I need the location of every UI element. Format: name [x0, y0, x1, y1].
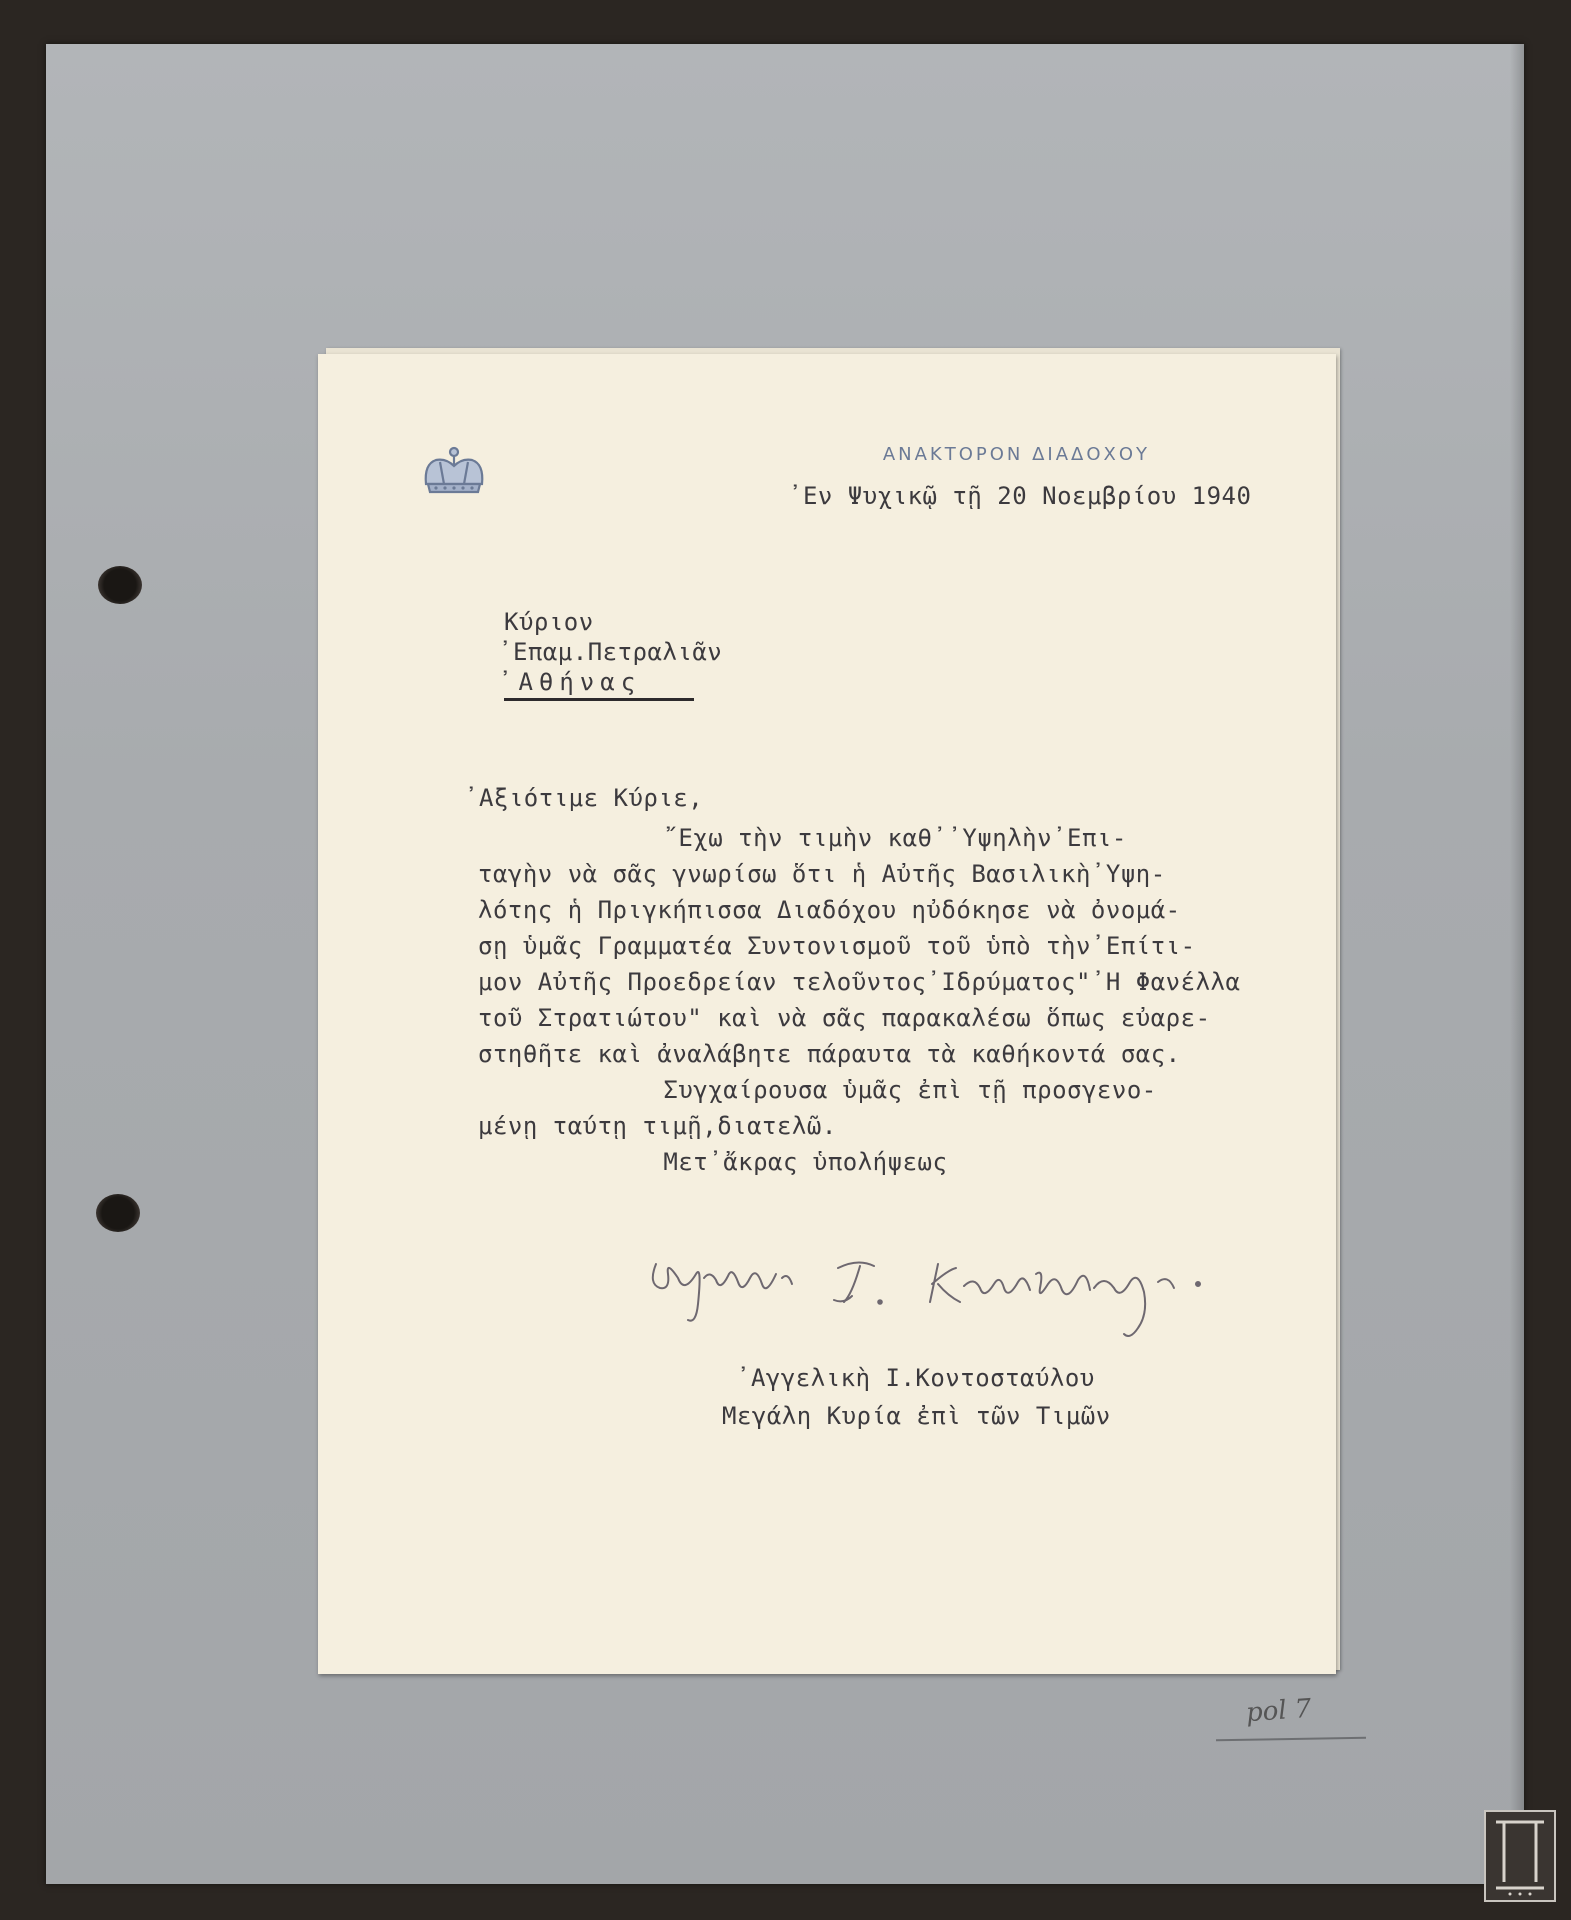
- letterhead-title: ΑΝΑΚΤΟΡΟΝ ΔΙΑΔΟΧΟΥ: [882, 444, 1150, 465]
- signer-name: ᾿Αγγελικὴ Ι.Κοντοσταύλου: [736, 1364, 1095, 1392]
- crown-icon: [418, 444, 490, 496]
- recipient-line-3: ᾿Αθήνας: [498, 668, 642, 696]
- punch-hole-bottom: [96, 1194, 140, 1232]
- album-page: [46, 44, 1524, 1884]
- handwritten-signature: [638, 1244, 1218, 1354]
- body-line: στηθῆτε καὶ ἀναλάβητε πάραυτα τὰ καθήκοντά σας.: [478, 1040, 1181, 1068]
- body-line: Συγχαίρουσα ὑμᾶς ἐπὶ τῇ προσγενο-: [484, 1076, 1157, 1104]
- body-line: ταγὴν νὰ σᾶς γνωρίσω ὅτι ἡ Αὐτῆς Βασιλικὴ᾿Υψη-: [478, 860, 1166, 888]
- address-underline: [504, 698, 694, 701]
- pencil-annotation: pol 7: [1245, 1693, 1313, 1729]
- punch-hole-top: [98, 566, 142, 604]
- body-line: μον Αὐτῆς Προεδρείαν τελοῦντος᾿Ιδρύματος"᾿Η Φανέλλα: [478, 968, 1241, 996]
- recipient-line-2: ᾿Επαμ.Πετραλιᾶν: [498, 638, 723, 666]
- body-line: λότης ἡ Πριγκήπισσα Διαδόχου ηὐδόκησε νὰ ὀνομά-: [478, 896, 1181, 924]
- body-line: τοῦ Στρατιώτου" καὶ νὰ σᾶς παρακαλέσω ὅπως εὐαρε-: [478, 1004, 1211, 1032]
- recipient-line-1: Κύριον: [504, 608, 594, 636]
- pencil-underline: [1216, 1737, 1366, 1742]
- body-line: μένῃ ταύτῃ τιμῇ,διατελῶ.: [478, 1112, 837, 1140]
- letter-date: ᾿Εν Ψυχικῷ τῇ 20 Νοεμβρίου 1940: [788, 482, 1252, 510]
- body-line: Μετ᾿ἄκρας ὑπολήψεως: [484, 1148, 948, 1176]
- body-line: ῎Εχω τὴν τιμὴν καθ᾿᾿Υψηλὴν᾿Επι-: [484, 824, 1127, 852]
- letter-sheet: [318, 354, 1336, 1674]
- archive-logo-icon: [1484, 1810, 1556, 1902]
- salutation: ᾿Αξιότιμε Κύριε,: [464, 784, 704, 812]
- signer-title: Μεγάλη Κυρία ἐπὶ τῶν Τιμῶν: [722, 1402, 1111, 1430]
- body-line: σῃ ὑμᾶς Γραμματέα Συντονισμοῦ τοῦ ὑπὸ τὴν᾿Επίτι-: [478, 932, 1196, 960]
